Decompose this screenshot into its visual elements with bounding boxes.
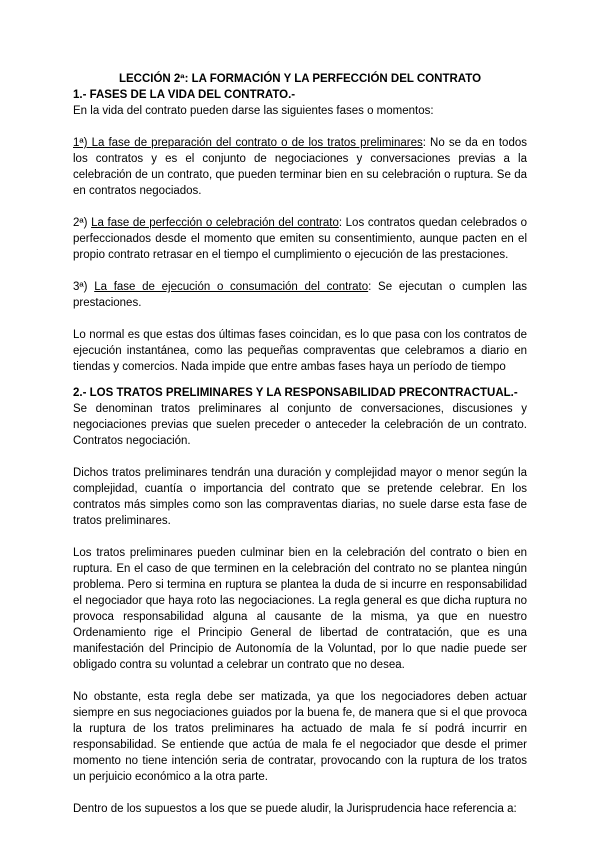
- phase-2-text: : Los contratos quedan celebrados o perfeccionados desde el momento que emiten su consentimiento, aunque pacten en el propio contrato retrasar en el tiempo el cumplimiento o ejecución de las prestaciones.: [73, 217, 527, 261]
- section-2-paragraph-5: Dentro de los supuestos a los que se puede aludir, la Jurisprudencia hace referencia a:: [73, 803, 517, 815]
- section-2-paragraph-2: Dichos tratos preliminares tendrán una duración y complejidad mayor o menor según la complejidad, cuantía o importancia del contrato que se pretende celebrar. En los contratos más simples como son las compraventas diarias, no suele darse esta fase de tratos preliminares.: [73, 467, 527, 527]
- phase-3-paragraph: [73, 279, 527, 311]
- phase-2-label: La fase de perfección o celebración del contrato: [91, 217, 339, 229]
- document-title: LECCIÓN 2ª: LA FORMACIÓN Y LA PERFECCIÓN DEL CONTRATO: [118, 73, 482, 85]
- phase-3-text: : Se ejecutan o cumplen las prestaciones.: [73, 281, 527, 309]
- section-2-paragraph-1: Se denominan tratos preliminares al conjunto de conversaciones, discusiones y negociaciones previas que suelen preceder o anteceder la celebración de un contrato. Contratos negociación.: [73, 403, 527, 447]
- section-2-paragraph-3: Los tratos preliminares pueden culminar bien en la celebración del contrato o bien en ruptura. En el caso de que terminen en la celebración del contrato no se plantea ningún problema. Pero si termina en ruptura se plantea la duda de si incurre en responsabilidad el negociador que haya roto las negociaciones. La regla general es que dicha ruptura no provoca responsabilidad alguna al causante de la misma, ya que en nuestro Ordenamiento rige el Principio General de libertad de contratación, que es una manifestación del Principio de Autonomía de la Voluntad, por lo que nadie puede ser obligado contra su voluntad a celebrar un contrato que no desea.: [73, 547, 527, 671]
- phase-2-prefix: 2ª): [73, 217, 92, 229]
- phase-3-prefix: 3ª): [73, 281, 95, 293]
- phase-1-label: 1ª) La fase de preparación del contrato o de los tratos preliminares: [73, 137, 423, 149]
- section-1-intro: En la vida del contrato pueden darse las siguientes fases o momentos:: [73, 105, 434, 117]
- phase-1-paragraph: [73, 135, 527, 199]
- section-2-heading: 2.- LOS TRATOS PRELIMINARES Y LA RESPONSABILIDAD PRECONTRACTUAL.-: [73, 387, 518, 399]
- phase-3-label: La fase de ejecución o consumación del contrato: [94, 281, 369, 293]
- section-1-closing: Lo normal es que estas dos últimas fases coincidan, es lo que pasa con los contratos de ejecución instantánea, como las pequeñas compraventas que celebramos a diario en tiendas y comercios. Nada impide que entre ambas fases haya un período de tiempo: [73, 329, 527, 373]
- phase-2-paragraph: [73, 215, 527, 263]
- phase-1-text: : No se da en todos los contratos y es el conjunto de negociaciones y conversaciones previas a la celebración de un contrato, que pueden terminar bien en su celebración o ruptura. Se da en contratos negociados.: [73, 137, 527, 197]
- section-2-paragraph-4: No obstante, esta regla debe ser matizada, ya que los negociadores deben actuar siempre en sus negociaciones guiados por la buena fe, de manera que si el que provoca la ruptura de los tratos preliminares ha actuado de mala fe sí podrá incurrir en responsabilidad. Se entiende que actúa de mala fe el negociador que desde el primer momento no tiene intención seria de contratar, provocando con la ruptura de los tratos un perjuicio económico a la otra parte.: [73, 691, 527, 783]
- section-1-heading: 1.- FASES DE LA VIDA DEL CONTRATO.-: [73, 89, 296, 101]
